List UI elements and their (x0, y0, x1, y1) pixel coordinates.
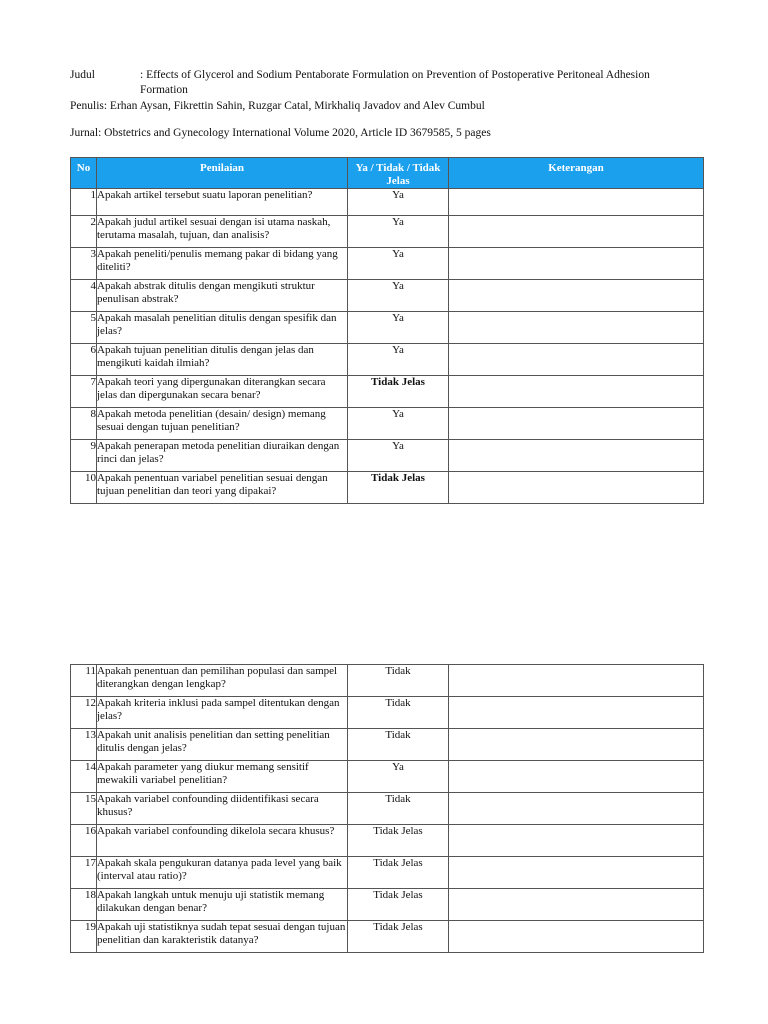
header-no: No (71, 158, 97, 189)
answer-value: Tidak (348, 729, 449, 761)
keterangan-cell (449, 344, 704, 376)
table-2-body (71, 665, 704, 953)
question-text: Apakah peneliti/penulis memang pakar di bidang yang diteliti? (97, 248, 348, 280)
row-number: 14 (71, 761, 97, 793)
answer-value: Ya (348, 216, 449, 248)
table-1-body (71, 189, 704, 504)
row-number: 19 (71, 921, 97, 953)
question-text: Apakah uji statistiknya sudah tepat sesuai dengan tujuan penelitian dan karakteristik datanya? (97, 921, 348, 953)
table-row (71, 216, 704, 248)
answer-value: Tidak Jelas (348, 889, 449, 921)
table-row (71, 312, 704, 344)
jurnal-line: Jurnal: Obstetrics and Gynecology International Volume 2020, Article ID 3679585, 5 pages (70, 127, 491, 139)
keterangan-cell (449, 729, 704, 761)
answer-value: Tidak Jelas (348, 921, 449, 953)
answer-value: Tidak (348, 697, 449, 729)
row-number: 12 (71, 697, 97, 729)
answer-value: Tidak Jelas (348, 857, 449, 889)
header-jawaban: Ya / Tidak / Tidak Jelas (348, 158, 449, 189)
keterangan-cell (449, 189, 704, 216)
keterangan-cell (449, 825, 704, 857)
row-number: 10 (71, 472, 97, 504)
table-row (71, 440, 704, 472)
keterangan-cell (449, 889, 704, 921)
keterangan-cell (449, 697, 704, 729)
row-number: 11 (71, 665, 97, 697)
document-header (70, 68, 690, 141)
row-number: 17 (71, 857, 97, 889)
table-row (71, 697, 704, 729)
keterangan-cell (449, 857, 704, 889)
keterangan-cell (449, 280, 704, 312)
penulis-line: Penulis: Erhan Aysan, Fikrettin Sahin, Ruzgar Catal, Mirkhaliq Javadov and Alev Cumbul (70, 100, 485, 112)
question-text: Apakah masalah penelitian ditulis dengan spesifik dan jelas? (97, 312, 348, 344)
answer-value: Ya (348, 248, 449, 280)
table-row (71, 793, 704, 825)
answer-value: Tidak Jelas (348, 472, 449, 504)
table-row (71, 189, 704, 216)
row-number: 13 (71, 729, 97, 761)
table-row (71, 472, 704, 504)
question-text: Apakah parameter yang diukur memang sensitif mewakili variabel penelitian? (97, 761, 348, 793)
answer-value: Ya (348, 440, 449, 472)
question-text: Apakah abstrak ditulis dengan mengikuti struktur penulisan abstrak? (97, 280, 348, 312)
answer-value: Ya (348, 189, 449, 216)
question-text: Apakah langkah untuk menuju uji statistik memang dilakukan dengan benar? (97, 889, 348, 921)
row-number: 5 (71, 312, 97, 344)
keterangan-cell (449, 793, 704, 825)
answer-value: Ya (348, 761, 449, 793)
question-text: Apakah variabel confounding diidentifikasi secara khusus? (97, 793, 348, 825)
keterangan-cell (449, 665, 704, 697)
answer-value: Tidak (348, 665, 449, 697)
question-text: Apakah artikel tersebut suatu laporan penelitian? (97, 189, 348, 216)
answer-value: Ya (348, 344, 449, 376)
table-row (71, 889, 704, 921)
checklist-table-2 (70, 664, 704, 953)
judul-line (70, 68, 690, 98)
answer-value: Tidak Jelas (348, 825, 449, 857)
table-row (71, 344, 704, 376)
keterangan-cell (449, 472, 704, 504)
row-number: 4 (71, 280, 97, 312)
table-row (71, 825, 704, 857)
question-text: Apakah variabel confounding dikelola secara khusus? (97, 825, 348, 857)
keterangan-cell (449, 376, 704, 408)
row-number: 7 (71, 376, 97, 408)
header-keterangan: Keterangan (449, 158, 704, 189)
keterangan-cell (449, 440, 704, 472)
keterangan-cell (449, 248, 704, 280)
row-number: 15 (71, 793, 97, 825)
table-row (71, 729, 704, 761)
keterangan-cell (449, 312, 704, 344)
question-text: Apakah unit analisis penelitian dan setting penelitian ditulis dengan jelas? (97, 729, 348, 761)
keterangan-cell (449, 408, 704, 440)
row-number: 18 (71, 889, 97, 921)
question-text: Apakah skala pengukuran datanya pada level yang baik (interval atau ratio)? (97, 857, 348, 889)
answer-value: Tidak (348, 793, 449, 825)
answer-value: Ya (348, 312, 449, 344)
answer-value: Tidak Jelas (348, 376, 449, 408)
table-row (71, 921, 704, 953)
keterangan-cell (449, 761, 704, 793)
row-number: 16 (71, 825, 97, 857)
judul-label: Judul (70, 69, 95, 81)
question-text: Apakah penentuan variabel penelitian sesuai dengan tujuan penelitian dan teori yang dipakai? (97, 472, 348, 504)
question-text: Apakah penentuan dan pemilihan populasi dan sampel diterangkan dengan lengkap? (97, 665, 348, 697)
row-number: 1 (71, 189, 97, 216)
row-number: 2 (71, 216, 97, 248)
question-text: Apakah teori yang dipergunakan diterangkan secara jelas dan dipergunakan secara benar? (97, 376, 348, 408)
table-row (71, 761, 704, 793)
row-number: 8 (71, 408, 97, 440)
question-text: Apakah kriteria inklusi pada sampel ditentukan dengan jelas? (97, 697, 348, 729)
table-row (71, 248, 704, 280)
row-number: 6 (71, 344, 97, 376)
header-penilaian: Penilaian (97, 158, 348, 189)
judul-text: : Effects of Glycerol and Sodium Pentaborate Formulation on Prevention of Postoperative Peritoneal Adhesion Formation (140, 69, 650, 96)
row-number: 9 (71, 440, 97, 472)
table-header-row (71, 158, 704, 189)
keterangan-cell (449, 921, 704, 953)
answer-value: Ya (348, 408, 449, 440)
table-row (71, 280, 704, 312)
question-text: Apakah penerapan metoda penelitian diuraikan dengan rinci dan jelas? (97, 440, 348, 472)
question-text: Apakah judul artikel sesuai dengan isi utama naskah, terutama masalah, tujuan, dan analisis? (97, 216, 348, 248)
checklist-table-1 (70, 157, 704, 504)
table-row (71, 408, 704, 440)
question-text: Apakah metoda penelitian (desain/ design) memang sesuai dengan tujuan penelitian? (97, 408, 348, 440)
row-number: 3 (71, 248, 97, 280)
table-row (71, 376, 704, 408)
question-text: Apakah tujuan penelitian ditulis dengan jelas dan mengikuti kaidah ilmiah? (97, 344, 348, 376)
answer-value: Ya (348, 280, 449, 312)
table-row (71, 665, 704, 697)
keterangan-cell (449, 216, 704, 248)
table-row (71, 857, 704, 889)
